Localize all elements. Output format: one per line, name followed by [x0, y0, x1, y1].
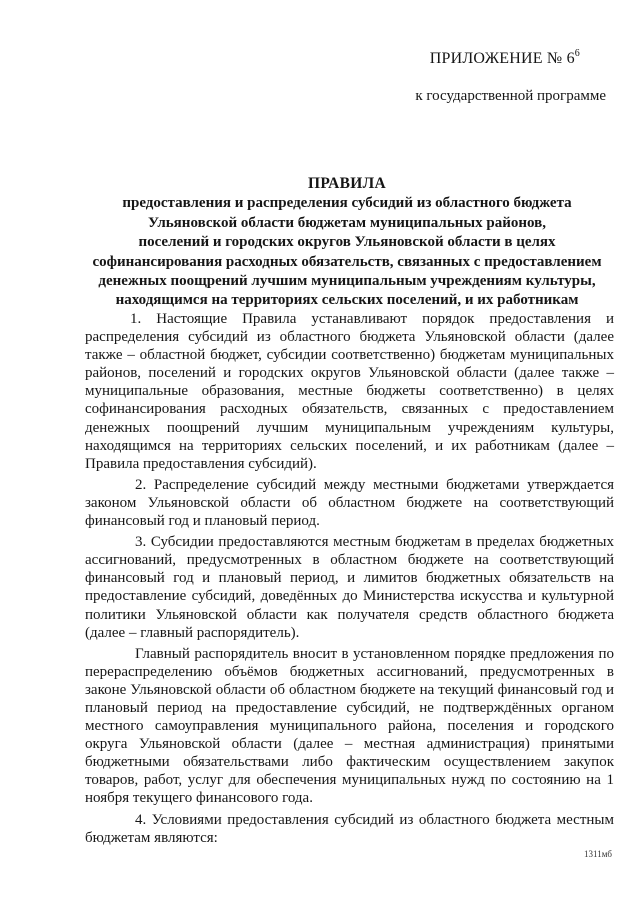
paragraph: 4. Условиями предоставления субсидий из областного бюджета местным бюджетам являются:	[85, 811, 614, 846]
title-line: Ульяновской области бюджетам муниципальных районов,	[148, 214, 546, 231]
title-line: поселений и городских округов Ульяновской области в целях	[138, 234, 556, 251]
document-title	[86, 174, 608, 311]
paragraph: 3. Субсидии предоставляются местным бюджетам в пределах бюджетных ассигнований, предусмотренных в областном бюджете на соответствующий финансовый год и плановый период, и лимитов бюджетных обязательств на предоставление субсидий, доведённых до Министерства искусства и культурной политики Ульяновской области как получателя средств областного бюджета (далее – главный распорядитель).	[85, 534, 614, 641]
title-line: денежных поощрений лучшим муниципальным учреждениям культуры,	[98, 273, 596, 290]
document-body	[85, 310, 614, 847]
appendix-subtitle: к государственной программе	[415, 88, 606, 104]
paragraph: 1. Настоящие Правила устанавливают порядок предоставления и распределения субсидий из областного бюджета Ульяновской области (далее также – областной бюджет, субсидии соответственно) бюджетам муниципальных районов, поселений и городских округов Ульяновской области (далее также – муниципальные образования, местные бюджеты соответственно) в целях софинансирования расходных обязательств, связанных с предоставлением денежных поощрений лучшим муниципальным учреждениям культуры, находящимся на территориях сельских поселений, и их работникам (далее – Правила предоставления субсидий).	[85, 311, 614, 472]
title-line: софинансирования расходных обязательств, связанных с предоставлением	[92, 253, 602, 270]
title-line: находящимся на территориях сельских поселений, и их работникам	[115, 292, 579, 309]
paragraph: Главный распорядитель вносит в установленном порядке предложения по перераспределению объёмов бюджетных ассигнований, предусмотренных в законе Ульяновской области об областном бюджете на текущий финансовый год и плановый период на предоставление субсидий, не подтверждённых органом местного самоуправления муниципального района, поселения и городского округа Ульяновской области (далее – местная администрация) принятыми бюджетными обязательствами либо фактическим осуществлением закупок товаров, работ, услуг для обеспечения муниципальных нужд по состоянию на 1 ноября текущего финансового года.	[85, 645, 614, 807]
footer-document-code: 1311мб	[584, 849, 612, 859]
title-main: ПРАВИЛА	[308, 175, 386, 192]
appendix-heading	[430, 50, 580, 68]
paragraph: 2. Распределение субсидий между местными бюджетами утверждается законом Ульяновской области об областном бюджете на соответствующий финансовый год и плановый период.	[85, 476, 614, 530]
appendix-label: ПРИЛОЖЕНИЕ № 6	[429, 50, 575, 67]
title-line: предоставления и распределения субсидий из областного бюджета	[122, 195, 572, 212]
appendix-superscript: 6	[574, 48, 580, 59]
